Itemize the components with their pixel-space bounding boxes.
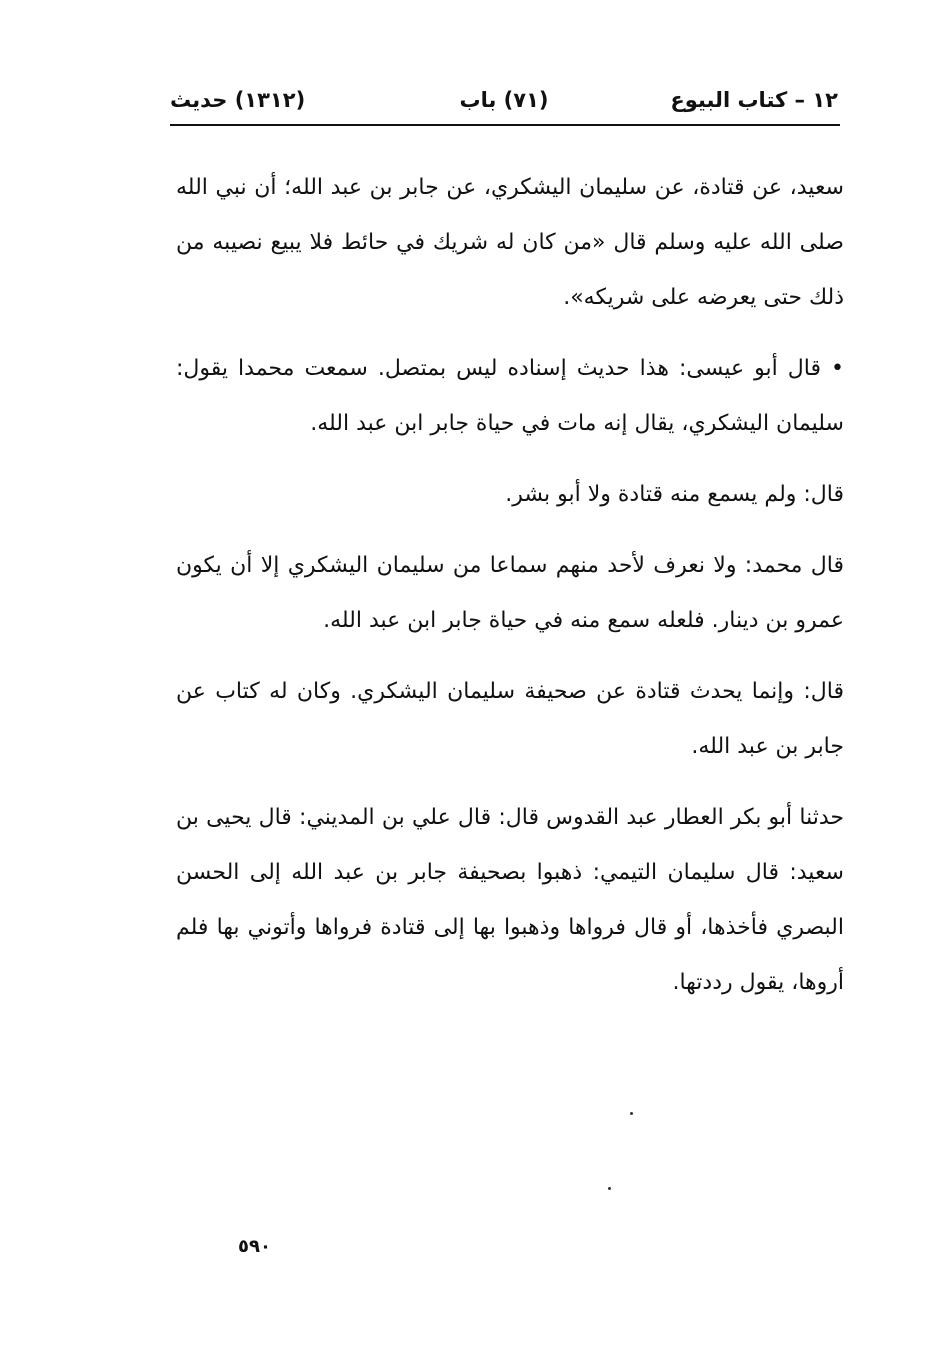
commentary-paragraph: قال: وإنما يحدث قتادة عن صحيفة سليمان اليشكري. وكان له كتاب عن جابر بن عبد الله. [176,679,844,759]
commentary-paragraph: قال محمد: ولا نعرف لأحد منهم سماعا من سليمان اليشكري إلا أن يكون عمرو بن دينار. فلعله سمع منه في حياة جابر ابن عبد الله. [176,553,844,633]
bab-number: (٧١) باب [459,88,549,112]
header-rule [170,124,840,126]
hadith-body [176,160,844,1026]
scan-speck [608,1187,611,1190]
isnad-paragraph: حدثنا أبو بكر العطار عبد القدوس قال: قال علي بن المديني: قال يحيى بن سعيد: قال سليمان التيمي: ذهبوا بصحيفة جابر بن عبد الله إلى الحسن البصري فأخذها، أو قال فرواها وذهبوا بها إلى قتادة فرواها وأتوني بها فلم أروها، يقول رددتها. [176,805,844,995]
hadith-text-paragraph: سعيد، عن قتادة، عن سليمان اليشكري، عن جابر بن عبد الله؛ أن نبي الله صلى الله عليه وسلم قال «من كان له شريك في حائط فلا يبيع نصيبه من ذلك حتى يعرضه على شريكه». [176,175,844,310]
scan-speck [630,1112,633,1115]
running-header [170,84,838,120]
commentary-paragraph: قال: ولم يسمع منه قتادة ولا أبو بشر. [505,482,844,507]
hadith-number: (١٣١٢) حديث [170,88,306,112]
page-number: ٥٩٠ [238,1236,271,1257]
chapter-title: ١٢ – كتاب البيوع [670,88,838,112]
commentary-paragraph: • قال أبو عيسى: هذا حديث إسناده ليس بمتصل. سمعت محمدا يقول: سليمان اليشكري، يقال إنه مات في حياة جابر ابن عبد الله. [176,356,844,436]
